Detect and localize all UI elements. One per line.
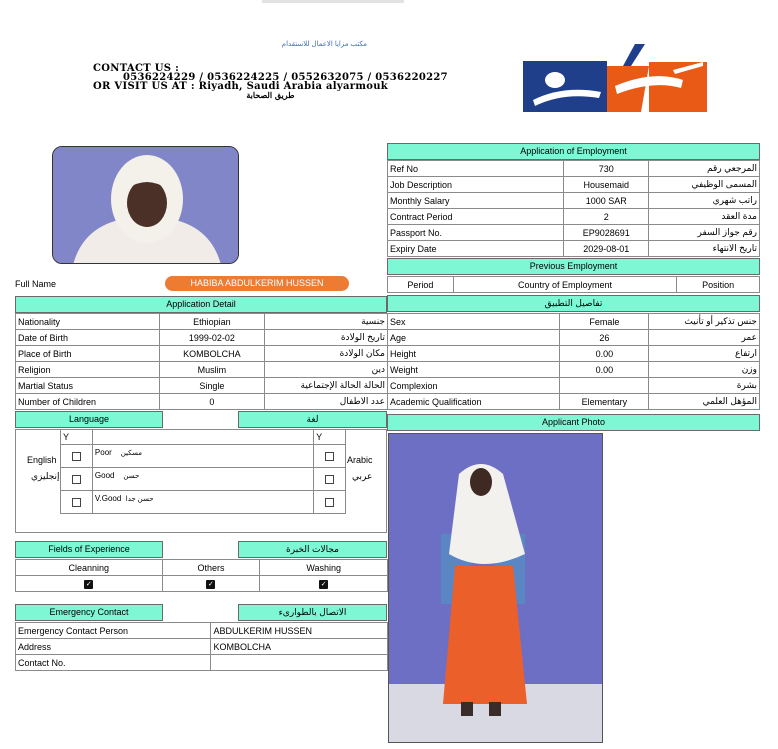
applicant-value: Elementary bbox=[560, 394, 649, 410]
table-row bbox=[16, 639, 388, 655]
language-header: Language bbox=[15, 411, 163, 428]
app-label-ar: المسمى الوظيفي bbox=[649, 177, 760, 193]
column-header: Position bbox=[677, 277, 760, 293]
applicant-label-ar: ارتفاع bbox=[649, 346, 760, 362]
table-row bbox=[388, 394, 760, 410]
detail-label: Place of Birth bbox=[16, 346, 160, 362]
emergency-header-ar: الاتصال بالطوارىء bbox=[238, 604, 387, 621]
app-value: Housemaid bbox=[564, 177, 649, 193]
table-row bbox=[388, 241, 760, 257]
applicant-label-ar: جنس تذكير أو تأنيث bbox=[649, 314, 760, 330]
english-good-checkbox[interactable] bbox=[72, 475, 81, 484]
arabic-good-checkbox[interactable] bbox=[325, 475, 334, 484]
experience-header-ar: مجالات الخبرة bbox=[238, 541, 387, 558]
applicant-value: 0.00 bbox=[560, 362, 649, 378]
table-row bbox=[388, 378, 760, 394]
table-row bbox=[16, 362, 388, 378]
app-label: Ref No bbox=[388, 161, 564, 177]
emergency-value: ABDULKERIM HUSSEN bbox=[211, 623, 388, 639]
detail-value: 1999-02-02 bbox=[159, 330, 265, 346]
contact-visit: OR VISIT US AT : Riyadh, Saudi Arabia alyarmouk bbox=[93, 81, 389, 92]
previous-employment-table bbox=[387, 276, 760, 293]
arabic-vgood-checkbox[interactable] bbox=[325, 498, 334, 507]
detail-value: 0 bbox=[159, 394, 265, 410]
app-label-ar: رقم جواز السفر bbox=[649, 225, 760, 241]
detail-label: Religion bbox=[16, 362, 160, 378]
table-row bbox=[388, 277, 760, 293]
english-vgood-checkbox[interactable] bbox=[72, 498, 81, 507]
applicant-portrait bbox=[52, 146, 239, 264]
table-row bbox=[388, 225, 760, 241]
experience-label: Washing bbox=[260, 560, 388, 576]
experience-table bbox=[15, 559, 388, 592]
emergency-label: Emergency Contact Person bbox=[16, 623, 211, 639]
table-row bbox=[388, 177, 760, 193]
applicant-label: Height bbox=[388, 346, 560, 362]
app-value: 2 bbox=[564, 209, 649, 225]
app-label-ar: تاريخ الانتهاء bbox=[649, 241, 760, 257]
applicant-label-ar: بشرة bbox=[649, 378, 760, 394]
full-name-value: HABIBA ABDULKERIM HUSSEN bbox=[165, 276, 349, 291]
level-label: Good bbox=[94, 471, 115, 480]
applicant-label: Age bbox=[388, 330, 560, 346]
table-row bbox=[16, 394, 388, 410]
applicant-label-ar: المؤهل العلمي bbox=[649, 394, 760, 410]
applicant-value bbox=[560, 378, 649, 394]
detail-label: Martial Status bbox=[16, 378, 160, 394]
application-header: Application of Employment bbox=[387, 143, 760, 160]
detail-value: Single bbox=[159, 378, 265, 394]
app-value: EP9028691 bbox=[564, 225, 649, 241]
table-row bbox=[16, 346, 388, 362]
application-table bbox=[387, 160, 760, 257]
app-label: Job Description bbox=[388, 177, 564, 193]
table-row bbox=[388, 161, 760, 177]
applicant-label: Sex bbox=[388, 314, 560, 330]
app-label: Contract Period bbox=[388, 209, 564, 225]
arabic-label-ar: عربي bbox=[352, 471, 373, 481]
applicant-label-ar: عمر bbox=[649, 330, 760, 346]
app-label: Passport No. bbox=[388, 225, 564, 241]
detail-label-ar: عدد الاطفال bbox=[265, 394, 388, 410]
table-row bbox=[388, 209, 760, 225]
contact-phones: 0536224229 / 0536224225 / 0552632075 / 0536220227 bbox=[123, 72, 448, 83]
emergency-label: Address bbox=[16, 639, 211, 655]
table-row bbox=[388, 193, 760, 209]
emergency-value bbox=[211, 655, 388, 671]
detail-label-ar: جنسية bbox=[265, 314, 388, 330]
applicant-photo-header: Applicant Photo bbox=[387, 414, 760, 431]
app-value: 2029-08-01 bbox=[564, 241, 649, 257]
level-label: V.Good bbox=[94, 494, 122, 503]
table-row bbox=[388, 330, 760, 346]
table-row bbox=[388, 346, 760, 362]
detail-label-ar: دين bbox=[265, 362, 388, 378]
y-header: Y bbox=[61, 430, 93, 445]
level-label-ar: حسن bbox=[123, 473, 140, 480]
detail-label-ar: الحالة الحالة الإجتماعية bbox=[265, 378, 388, 394]
table-row bbox=[61, 491, 346, 514]
application-detail-header: Application Detail bbox=[15, 296, 387, 313]
column-header: Period bbox=[388, 277, 454, 293]
table-row bbox=[16, 623, 388, 639]
table-row bbox=[388, 362, 760, 378]
full-name-label: Full Name bbox=[15, 279, 57, 289]
detail-value: Muslim bbox=[159, 362, 265, 378]
previous-employment-header: Previous Employment bbox=[387, 258, 760, 275]
english-label: English bbox=[27, 455, 57, 465]
detail-label: Date of Birth bbox=[16, 330, 160, 346]
table-row bbox=[61, 445, 346, 468]
contact-block bbox=[93, 64, 448, 100]
washing-checkbox[interactable]: ✓ bbox=[320, 580, 327, 588]
applicant-label: Complexion bbox=[388, 378, 560, 394]
table-row bbox=[16, 655, 388, 671]
applicant-label: Weight bbox=[388, 362, 560, 378]
language-header-ar: لغة bbox=[238, 411, 387, 428]
emergency-table bbox=[15, 622, 388, 671]
emergency-label: Contact No. bbox=[16, 655, 211, 671]
arabic-poor-checkbox[interactable] bbox=[325, 452, 334, 461]
agency-name-ar: مكتب مزايا الاعمال للاستقدام bbox=[281, 41, 367, 48]
app-label: Monthly Salary bbox=[388, 193, 564, 209]
applicant-full-photo bbox=[388, 433, 603, 743]
detail-label-ar: مكان الولادة bbox=[265, 346, 388, 362]
table-row bbox=[61, 468, 346, 491]
table-row bbox=[61, 430, 346, 445]
detail-label: Number of Children bbox=[16, 394, 160, 410]
table-row bbox=[16, 560, 388, 576]
applicant-value: 0.00 bbox=[560, 346, 649, 362]
applicant-details-table bbox=[387, 313, 760, 410]
applicant-label-ar: وزن bbox=[649, 362, 760, 378]
table-row bbox=[388, 314, 760, 330]
english-poor-checkbox[interactable] bbox=[72, 452, 81, 461]
experience-header: Fields of Experience bbox=[15, 541, 163, 558]
others-checkbox[interactable]: ✓ bbox=[208, 580, 214, 588]
table-row bbox=[16, 576, 388, 592]
agency-logo bbox=[523, 40, 713, 112]
app-value: 1000 SAR bbox=[564, 193, 649, 209]
app-label-ar: راتب شهري bbox=[649, 193, 760, 209]
top-bar bbox=[262, 0, 404, 3]
experience-label: Cleanning bbox=[16, 560, 163, 576]
contact-street-ar: طريق الصحابة bbox=[246, 90, 295, 100]
level-label-ar: حسن جدا bbox=[125, 496, 154, 503]
detail-value: Ethiopian bbox=[159, 314, 265, 330]
app-label: Expiry Date bbox=[388, 241, 564, 257]
level-label: Poor bbox=[94, 448, 112, 457]
detail-label-ar: تاريخ الولادة bbox=[265, 330, 388, 346]
app-label-ar: مدة العقد bbox=[649, 209, 760, 225]
emergency-header: Emergency Contact bbox=[15, 604, 163, 621]
detail-label: Nationality bbox=[16, 314, 160, 330]
y-header: Y bbox=[314, 430, 346, 445]
english-label-ar: إنجليزي bbox=[31, 471, 60, 481]
applicant-value: Female bbox=[560, 314, 649, 330]
language-table bbox=[60, 429, 346, 514]
table-row bbox=[16, 314, 388, 330]
applicant-value: 26 bbox=[560, 330, 649, 346]
arabic-label: Arabic bbox=[347, 455, 373, 465]
detail-value: KOMBOLCHA bbox=[159, 346, 265, 362]
table-row bbox=[16, 330, 388, 346]
application-detail-table bbox=[15, 313, 388, 410]
applicant-label: Academic Qualification bbox=[388, 394, 560, 410]
contact-label: CONTACT US : bbox=[93, 63, 180, 74]
app-label-ar: المرجعي رقم bbox=[649, 161, 760, 177]
cleaning-checkbox[interactable]: ✓ bbox=[85, 580, 92, 588]
level-label-ar: مسكين bbox=[120, 450, 143, 457]
emergency-value: KOMBOLCHA bbox=[211, 639, 388, 655]
app-value: 730 bbox=[564, 161, 649, 177]
table-row bbox=[16, 378, 388, 394]
applicant-details-header: تفاصيل التطبيق bbox=[387, 295, 760, 312]
column-header: Country of Employment bbox=[453, 277, 676, 293]
experience-label: Others bbox=[162, 560, 260, 576]
